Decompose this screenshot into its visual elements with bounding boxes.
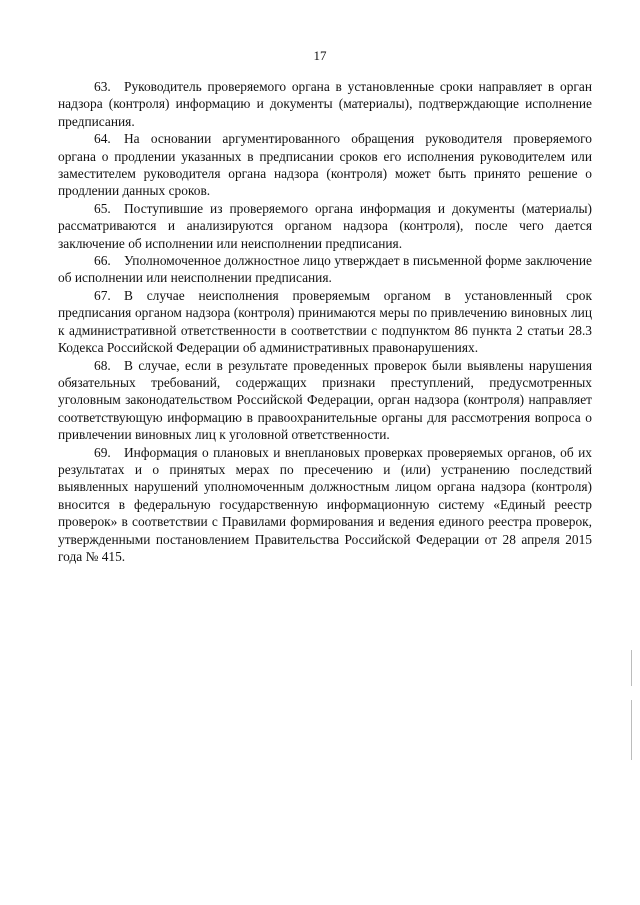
paragraph-64 (58, 130, 592, 200)
page-number: 17 (313, 48, 327, 63)
paragraph-text: Информация о плановых и внеплановых проверках проверяемых органов, об их результатах и о принятых мерах по пресечению и (или) устранению последствий выявленных нарушений уполномоченным должностным лицом органа надзора (контроля) вносится в федеральную государственную информационную систему «Единый реестр проверок» в соответствии с Правилами формирования и ведения единого реестра проверок, утвержденными постановлением Правительства Российской Федерации от 28 апреля 2015 года № 415. (58, 444, 592, 564)
paragraph-65 (58, 200, 592, 252)
paragraph-text: Уполномоченное должностное лицо утверждает в письменной форме заключение об исполнении или неисполнении предписания. (58, 253, 592, 286)
scan-edge-mark (631, 700, 632, 760)
paragraph-text: В случае неисполнения проверяемым органом в установленный срок предписания органом надзора (контроля) принимаются меры по привлечению виновных лиц к административной ответственности в соответствии с подпунктом 86 пункта 2 статьи 28.3 Кодекса Российской Федерации об административных правонарушениях. (58, 287, 592, 356)
paragraph-number: 66. (94, 253, 111, 269)
paragraph-number: 65. (94, 200, 111, 216)
paragraph-number: 68. (94, 357, 111, 373)
paragraph-text: В случае, если в результате проведенных проверок были выявлены нарушения обязательных требований, содержащих признаки преступлений, предусмотренных уголовным законодательством Российской Федерации, орган надзора (контроля) направляет соответствующую информацию в правоохранительные органы для рассмотрения вопроса о привлечении виновных лиц к уголовной ответственности. (58, 357, 592, 443)
paragraph-number: 67. (94, 287, 111, 303)
paragraph-number: 63. (94, 79, 111, 94)
paragraph-number: 69. (94, 444, 111, 460)
paragraph-69 (58, 444, 592, 566)
paragraph-number: 64. (94, 131, 111, 147)
paragraph-63 (58, 78, 592, 130)
document-body (58, 78, 592, 565)
paragraph-text: Руководитель проверяемого органа в установленные сроки направляет в орган надзора (контроля) информацию и документы (материалы), подтверждающие исполнение предписания. (58, 79, 592, 129)
paragraph-text: На основании аргументированного обращения руководителя проверяемого органа о продлении указанных в предписании сроков его исполнения руководителем или заместителем руководителя органа надзора (контроля) может быть принято решение о продлении данных сроков. (58, 131, 592, 199)
scan-edge-mark (631, 650, 632, 686)
paragraph-66 (58, 252, 592, 287)
paragraph-text: Поступившие из проверяемого органа информация и документы (материалы) рассматриваются и анализируются органом надзора (контроля), после чего дается заключение об исполнении или неисполнении предписания. (58, 200, 592, 251)
paragraph-68 (58, 357, 592, 444)
paragraph-67 (58, 287, 592, 357)
